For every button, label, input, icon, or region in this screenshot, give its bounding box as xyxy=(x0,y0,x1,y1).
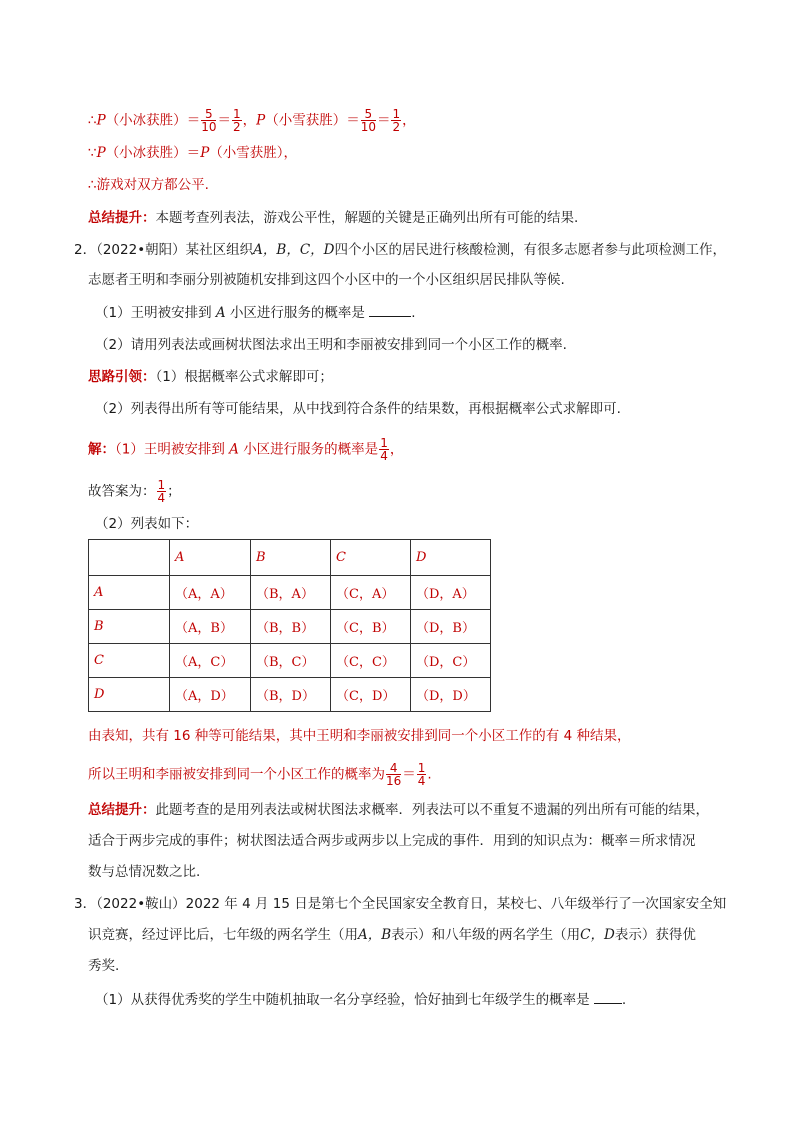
hint-label: 思路引领： xyxy=(88,369,156,385)
question-3-line1: 3．（2022•鞍山）2022 年 4 月 15 日是第七个全民国家安全教育日，某校七、八年级举行了一次国家安全知 xyxy=(74,896,727,912)
answer-blank xyxy=(369,302,411,317)
therefore-symbol: ∴ xyxy=(88,112,97,129)
therefore-symbol: ∴ xyxy=(88,177,97,193)
table-cell: （C，D） xyxy=(331,678,411,712)
table-cell: （C，C） xyxy=(331,644,411,678)
table-cell: （A，B） xyxy=(170,610,251,644)
question-2-sub1: （1）王明被安排到 A 小区进行服务的概率是 . xyxy=(95,302,416,323)
result-line-1: 由表知，共有 16 种等可能结果，其中王明和李丽被安排到同一个小区工作的有 4 种结果， xyxy=(88,728,631,744)
table-header-row xyxy=(89,540,491,576)
table-cell: （C，A） xyxy=(331,576,411,610)
summary-label: 总结提升： xyxy=(88,802,156,818)
table-row xyxy=(89,678,491,712)
table-header-cell: D xyxy=(89,678,170,712)
question-3-sub1: （1）从获得优秀奖的学生中随机抽取一名分享经验，恰好抽到七年级学生的概率是 . xyxy=(95,989,626,1010)
table-cell: （B，A） xyxy=(251,576,331,610)
table-cell: （D，A） xyxy=(411,576,491,610)
solution-label: 解： xyxy=(88,441,115,458)
table-cell: （A，D） xyxy=(170,678,251,712)
answer-line: 故答案为： $\frac{1}{4}$ ； xyxy=(88,478,181,505)
question-2-line2: 志愿者王明和李丽分别被随机安排到这四个小区中的一个小区组织居民排队等候. xyxy=(88,272,565,288)
table-header-cell: C xyxy=(89,644,170,678)
summary-1: 总结提升：本题考查列表法，游戏公平性，解题的关键是正确列出所有可能的结果. xyxy=(88,210,579,226)
table-cell: （A，A） xyxy=(170,576,251,610)
fraction-1-2: $\frac{1}{2}$ xyxy=(232,107,241,134)
hint-line-1: 思路引领：（1）根据概率公式求解即可； xyxy=(88,369,333,385)
answer-blank xyxy=(594,989,622,1004)
p-symbol: P xyxy=(96,112,106,129)
table-cell: （B，C） xyxy=(251,644,331,678)
summary-label: 总结提升： xyxy=(88,210,156,226)
fraction-1-2: $\frac{1}{2}$ xyxy=(392,107,401,134)
fraction-5-10: $\frac{5}{10}$ xyxy=(201,107,217,134)
xiaoxue-label: （小雪获胜） xyxy=(265,112,347,129)
summary-2-line2: 适合于两步完成的事件；树状图法适合两步或两步以上完成的事件．用到的知识点为：概率＝所求情况 xyxy=(88,833,696,849)
table-header-cell: A xyxy=(89,576,170,610)
table-cell: （B，D） xyxy=(251,678,331,712)
table-header-cell: B xyxy=(251,540,331,576)
question-3-line2: 识竞赛，经过评比后，七年级的两名学生（用A，B表示）和八年级的两名学生（用C，D表示）获得优 xyxy=(88,927,696,943)
table-header-cell: C xyxy=(331,540,411,576)
xiaobing-label: （小冰获胜） xyxy=(105,112,187,129)
list-intro: （2）列表如下： xyxy=(95,516,199,532)
table-cell: （C，B） xyxy=(331,610,411,644)
table-cell: （D，B） xyxy=(411,610,491,644)
table-row xyxy=(89,644,491,678)
table-cell: （B，B） xyxy=(251,610,331,644)
solution-line-1: 解：（1）王明被安排到 A 小区进行服务的概率是 $\frac{1}{4}$ ， xyxy=(88,436,404,463)
table-header-cell: A xyxy=(170,540,251,576)
question-3-line3: 秀奖. xyxy=(88,958,120,974)
p-symbol: P xyxy=(256,112,266,129)
because-symbol: ∵ xyxy=(88,145,97,161)
fraction-1-4: $\frac{1}{4}$ xyxy=(157,478,166,505)
question-2-header: 2．（2022•朝阳）某社区组织A，B，C，D四个小区的居民进行核酸检测，有很多志愿者参与此项检测工作， xyxy=(74,242,726,258)
table-row xyxy=(89,576,491,610)
result-line-2: 所以王明和李丽被安排到同一个小区工作的概率为 $\frac{4}{16}$ ＝ $\frac{1}{4}$ . xyxy=(88,761,432,788)
conclusion-line: ∴游戏对双方都公平. xyxy=(88,177,209,193)
fraction-1-4: $\frac{1}{4}$ xyxy=(417,761,426,788)
because-line: ∵P（小冰获胜）＝P（小雪获胜）， xyxy=(88,145,298,161)
probability-equation-line: ∴P（小冰获胜）＝ $\frac{5}{10}$ ＝ $\frac{1}{2}$ ，P（小雪获胜）＝ $\frac{5}{10}$ ＝ $\frac{1}{2}$ ， xyxy=(88,107,416,134)
outcome-table xyxy=(88,539,491,712)
table-cell: （A，C） xyxy=(170,644,251,678)
table-header-cell: D xyxy=(411,540,491,576)
summary-2-line3: 数与总情况数之比. xyxy=(88,864,201,880)
table-header-cell xyxy=(89,540,170,576)
hint-line-2: （2）列表得出所有等可能结果，从中找到符合条件的结果数，再根据概率公式求解即可. xyxy=(95,401,621,417)
question-2-sub2: （2）请用列表法或画树状图法求出王明和李丽被安排到同一个小区工作的概率. xyxy=(95,337,567,353)
table-row xyxy=(89,610,491,644)
fraction-1-4: $\frac{1}{4}$ xyxy=(380,436,388,463)
table-cell: （D，C） xyxy=(411,644,491,678)
fraction-5-10: $\frac{5}{10}$ xyxy=(360,107,376,134)
table-cell: （D，D） xyxy=(411,678,491,712)
summary-2-line1: 总结提升：此题考查的是用列表法或树状图法求概率．列表法可以不重复不遗漏的列出所有可能的结果， xyxy=(88,802,709,818)
table-header-cell: B xyxy=(89,610,170,644)
fraction-4-16: $\frac{4}{16}$ xyxy=(386,761,402,788)
